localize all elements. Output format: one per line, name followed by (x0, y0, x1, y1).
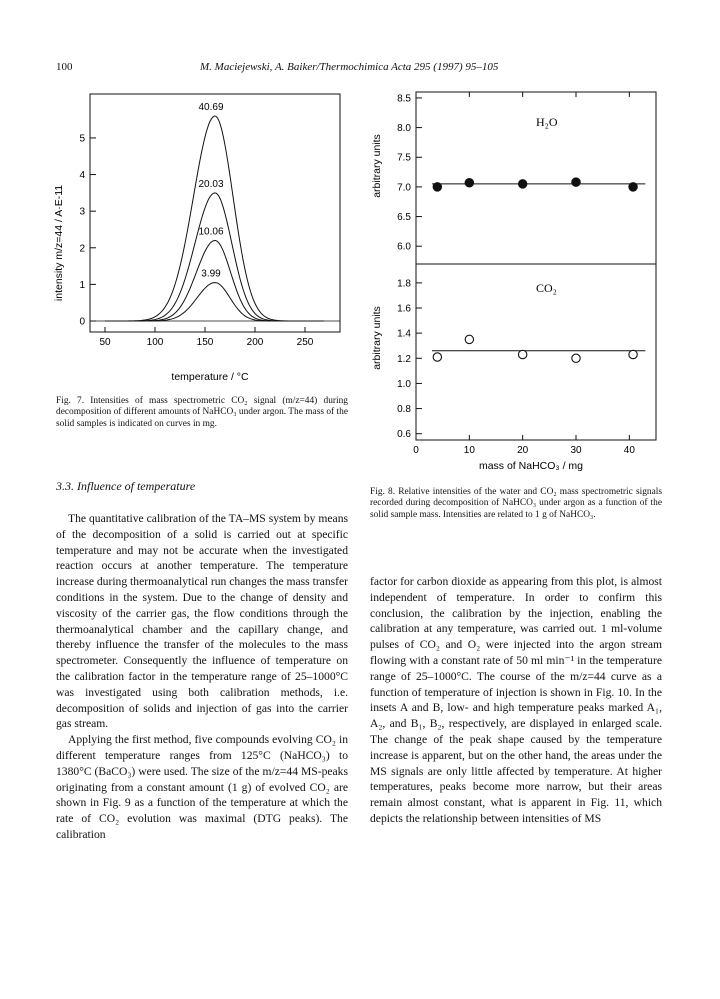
fig7-x-tick-label: 250 (296, 337, 314, 348)
fig8-y-tick-label: 8.5 (397, 93, 411, 105)
fig7-y-tick-label: 2 (79, 243, 85, 255)
left-paragraph-1: The quantitative calibration of the TA–MS system by means of the decomposition of a solid is carried out at specific temperature and may not be accurate when the investigated reaction occurs at another temperature. The temperature increase during thermoanalytical run changes the mass transfer conditions in the system. Due to the change of density and viscosity of the carrier gas, the flow conditions through the thermoanalytical chamber and the capillary change, and thereby influence the transfer of the molecules to the mass spectrometer. Consequently the influence of temperature on the calibration factor in the temperature range of 25–1000°C was investigated using both calibration methods, i.e. decomposition of solids and injection of gas into the carrier gas stream. (56, 512, 348, 731)
fig7-y-tick-label: 5 (79, 133, 85, 145)
fig8-data-point (629, 183, 637, 191)
fig8-data-point (465, 179, 473, 187)
fig8-y-tick-label: 1.2 (397, 353, 411, 365)
fig8-plot-frame (416, 92, 656, 440)
fig7-curve-label: 10.06 (198, 226, 224, 238)
section-heading: 3.3. Influence of temperature (56, 479, 196, 493)
fig7-x-tick-label: 200 (246, 337, 264, 348)
right-paragraph-1: factor for carbon dioxide as appearing from this plot, is almost independent of temperature. In order to confirm this conclusion, the calibration by the injection, enabling the calibration at any temperature, was carried out. 1 ml-volume pulses of CO₂ and O₂ were injected into the argon stream flowing with a constant rate of 50 ml min⁻¹ in the temperature range of 25–1000°C. The course of the m/z=44 curve as a function of temperature of injection is shown in Fig. 10. In the insets A and B, low- and high temperature peaks marked A₁, A₂, and B₁, B₂, respectively, are displayed in enlarged scale. The change of the peak shape caused by the temperature increase is apparent, but on the other hand, the areas under the MS signals are only little affected by temperature. At higher temperatures, peaks become more narrow, but their areas remain almost constant, what is apparent in Fig. 11, which depicts the relationship between intensities of MS (370, 575, 662, 825)
fig8-bottom-panel-title: CO₂ (536, 281, 557, 295)
fig8-y-tick-label: 1.4 (397, 328, 411, 340)
fig8-y-tick-label: 0.6 (397, 429, 411, 441)
fig8-data-point (518, 180, 526, 188)
fig7-caption: Fig. 7. Intensities of mass spectrometric CO₂ signal (m/z=44) during decomposition of different amounts of NaHCO₃ under argon. The mass of the solid samples is indicated on curves in mg. (56, 396, 348, 429)
fig8-data-point (433, 353, 441, 361)
fig8-y-tick-label: 1.6 (397, 303, 411, 315)
fig8-x-tick-label: 20 (517, 445, 529, 456)
fig8-y-tick-label: 1.8 (397, 278, 411, 290)
fig8-x-axis-label: mass of NaHCO₃ / mg (478, 460, 584, 472)
fig8-y-tick-label: 7.5 (397, 152, 411, 164)
fig8-top-y-axis-label: arbitrary units (371, 134, 383, 198)
left-column (56, 511, 348, 843)
fig7-x-axis-label: temperature / °C (171, 371, 249, 383)
fig8-y-tick-label: 6.0 (397, 241, 411, 253)
fig8-y-tick-label: 7.0 (397, 182, 411, 194)
fig8-x-tick-label: 40 (623, 445, 635, 456)
fig7-curve-label: 40.69 (198, 101, 224, 113)
fig8-y-tick-label: 1.0 (397, 378, 411, 390)
fig7-curve (105, 116, 324, 321)
fig8-y-tick-label: 8.0 (397, 123, 411, 135)
fig7-curve (105, 283, 324, 321)
fig8-data-point (465, 335, 473, 343)
fig8-x-tick-label: 0 (413, 445, 419, 456)
fig8-data-point (572, 178, 580, 186)
fig8-top-panel-title: H₂O (536, 115, 558, 129)
fig8-data-point (572, 354, 580, 362)
fig7-curve (105, 241, 324, 322)
fig7-y-axis-label: intensity m/z=44 / A·E-11 (53, 184, 65, 302)
fig8-data-point (629, 350, 637, 358)
fig7-y-tick-label: 3 (79, 206, 85, 218)
fig8-x-tick-label: 10 (463, 445, 475, 456)
running-head: M. Maciejewski, A. Baiker/Thermochimica Acta 295 (1997) 95–105 (200, 61, 499, 73)
fig7-chart (50, 86, 350, 386)
fig7-x-tick-label: 50 (99, 337, 111, 348)
fig8-y-tick-label: 6.5 (397, 212, 411, 224)
fig7-y-tick-label: 1 (79, 279, 85, 291)
fig7-curve-label: 20.03 (198, 178, 224, 190)
fig7-curve (105, 193, 324, 321)
left-paragraph-2: Applying the first method, five compounds evolving CO₂ in different temperature ranges from 125°C (NaHCO₃) to 1380°C (BaCO₃) were used. The size of the m/z=44 MS-peaks originating from a constant amount (1 g) of evolved CO₂ are shown in Fig. 9 as a function of the temperature at which the rate of CO₂ evolution was maximal (DTG peaks). The calibration (56, 733, 348, 841)
fig7-y-tick-label: 0 (79, 316, 85, 328)
page-number: 100 (56, 61, 73, 73)
right-column (370, 574, 662, 827)
fig8-bottom-y-axis-label: arbitrary units (371, 306, 383, 370)
fig8-chart (366, 86, 666, 476)
fig7-y-tick-label: 4 (79, 170, 85, 182)
fig8-y-tick-label: 0.8 (397, 404, 411, 416)
fig7-x-tick-label: 100 (146, 337, 164, 348)
fig7-curve-label: 3.99 (201, 268, 221, 280)
fig7-x-tick-label: 150 (196, 337, 214, 348)
fig8-data-point (433, 183, 441, 191)
fig8-caption: Fig. 8. Relative intensities of the water and CO₂ mass spectrometric signals recorded during decomposition of NaHCO₃ under argon as a function of the solid sample mass. Intensities are related to 1 g of NaHCO₃. (370, 487, 662, 520)
fig8-data-point (518, 350, 526, 358)
fig7-plot-frame (90, 94, 340, 332)
fig8-x-tick-label: 30 (570, 445, 582, 456)
